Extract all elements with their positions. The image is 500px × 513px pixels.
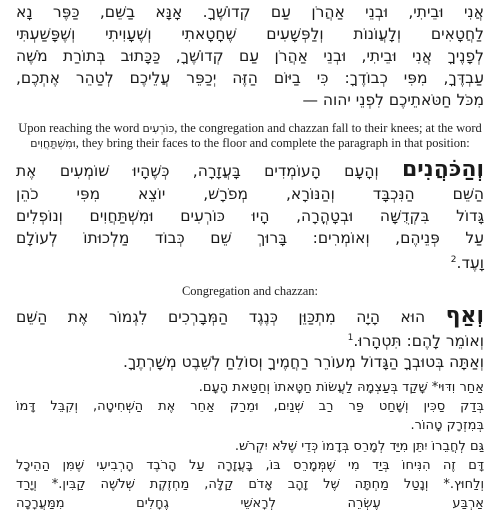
text-line: אֲנִי וּבֵיתִי, וּבְנֵי אַהֲרֹן עַם קְדוֹשֶׁךָ. אָנָּא בַשֵּׁם, כַּפֶּר נָא bbox=[16, 3, 484, 21]
text-line: דָּם זֶה הִנִּיחוֹ בְּיַד מִי שֶׁמְּמָרֵס בּוֹ, בָּעֲזָרָה עַל הָרֹבֶד הָרְבִיעִי שֶׁמִּן הַהֵיכָל bbox=[16, 458, 484, 473]
instruction-line: Congregation and chazzan: bbox=[181, 284, 319, 298]
text-line: וְלַחוּץ.* וְנָטַל מַחְתָּה שֶׁל זָהָב אָדֹם קַלָּה, מַחְזֶקֶת שְׁלֹשֶׁה קַבִּין.* וְיָרַד bbox=[16, 477, 484, 492]
text-line: גָּדוֹל בִּקְדֻשָּׁה וּבְטָהֳרָה, הָיוּ כּוֹרְעִים וּמִשְׁתַּחֲוִים וְנוֹפְלִים bbox=[16, 207, 484, 225]
text-line: בְּדַק סַכִּין וְשָׁחַט פַּר רַב שְׁנַיִם, וּמֵרַק אַחֵר אֶת הַשְּׁחִיטָה, וְקִבֵּל דָּמוֹ bbox=[16, 399, 484, 414]
text-line: לַחֲטָאִים וְלָעֲוֹנוֹת וְלַפְּשָׁעִים שֶׁחָטָאתִי וְשֶׁעָוִיתִי וְשֶׁפָּשַׁעְתִּי bbox=[16, 25, 484, 43]
text-line bbox=[16, 328, 484, 352]
text-span: וְהָעָם הָעוֹמְדִים בָּעֲזָרָה, כְּשֶׁהָיוּ שׁוֹמְעִים אֶת bbox=[16, 162, 379, 180]
text-line: וְאַתָּה בְּטוּבְךָ הַגָּדוֹל מְעוֹרֵר רַחֲמֶיךָ וְסוֹלֵחַ לְשֵׁבֶט מְשָׁרְתֶךָ. bbox=[122, 353, 484, 371]
text-span: וָעֶד. bbox=[456, 254, 484, 273]
footnote-mark: 1 bbox=[347, 333, 354, 343]
instruction-text: Upon reaching the word bbox=[18, 121, 143, 135]
text-line: אַחַר וִדּוּי* שָׁקַד בְּעַצְמָהּ לַעֲשׂוֹת חַטָּאתוֹ וְחַטַּאת הָעָם. bbox=[198, 380, 484, 395]
text-line bbox=[16, 304, 484, 329]
text-line: גַּם לְחֲבֵרוֹ יִתֵּן מִיַּד לְמָרֵס בְּדָמוֹ כְּדֵי שֶׁלֹּא יִקְרֹשׁ. bbox=[234, 439, 484, 454]
text-span: וְאוֹמֵר לָהֶם: תִּטְהָרוּ. bbox=[353, 332, 484, 351]
text-line: אַרְבַּע עֶשְׂרֵה לְרָאשֵׁי גֶחָלִים מִמַּעֲרָכָה bbox=[16, 496, 484, 511]
text-line: הַשֵּׁם הַנִּכְבָּד וְהַנּוֹרָא, מְפֹרָשׁ, יוֹצֵא מִפִּי כֹהֵן bbox=[16, 185, 484, 203]
text-line: מִכֹּל חַטֹּאתֵיכֶם לִפְנֵי יהוה — bbox=[302, 91, 484, 109]
drop-word: וְאַף bbox=[445, 303, 484, 328]
instruction-text: , they bring their faces to the floor and complete the paragraph in that position: bbox=[75, 136, 470, 150]
text-line: עַל פְּנֵיהֶם, וְאוֹמְרִים: בָּרוּךְ שֵׁם כְּבוֹד מַלְכוּתוֹ לְעוֹלָם bbox=[16, 229, 484, 247]
instruction-line bbox=[0, 121, 500, 136]
text-line: עַבְדֶּךָ, מִפִּי כְבוֹדֶךָ: כִּי בַיּוֹם הַזֶּה יְכַפֵּר עֲלֵיכֶם לְטַהֵר אֶתְכֶם, bbox=[16, 69, 484, 87]
text-line: לְפָנֶיךָ אֲנִי וּבֵיתִי, וּבְנֵי אַהֲרֹן עַם קְדוֹשֶׁךָ, כַּכָּתוּב בְּתוֹרַת מֹשֶׁה bbox=[16, 47, 484, 65]
instruction-hebrew: וּמִשְׁתַּחֲוִים bbox=[30, 137, 76, 150]
text-line: בְּמִזְרָק טָהוֹר. bbox=[410, 418, 484, 433]
drop-word: וְהַכֹּהֲנִים bbox=[401, 157, 484, 182]
text-line bbox=[16, 158, 484, 183]
instruction-text: , the congregation and chazzan fall to their knees; at the word bbox=[174, 121, 482, 135]
text-line bbox=[16, 250, 484, 274]
footnote-mark: 2 bbox=[450, 255, 457, 265]
instruction-line bbox=[0, 136, 500, 151]
text-span: הוּא הָיָה מִתְכַּוֵּן כְּנֶגֶד הַמְּבָרְכִים לִגְמוֹר אֶת הַשֵּׁם bbox=[16, 308, 426, 326]
instruction-hebrew: כּוֹרְעִים bbox=[142, 122, 175, 135]
